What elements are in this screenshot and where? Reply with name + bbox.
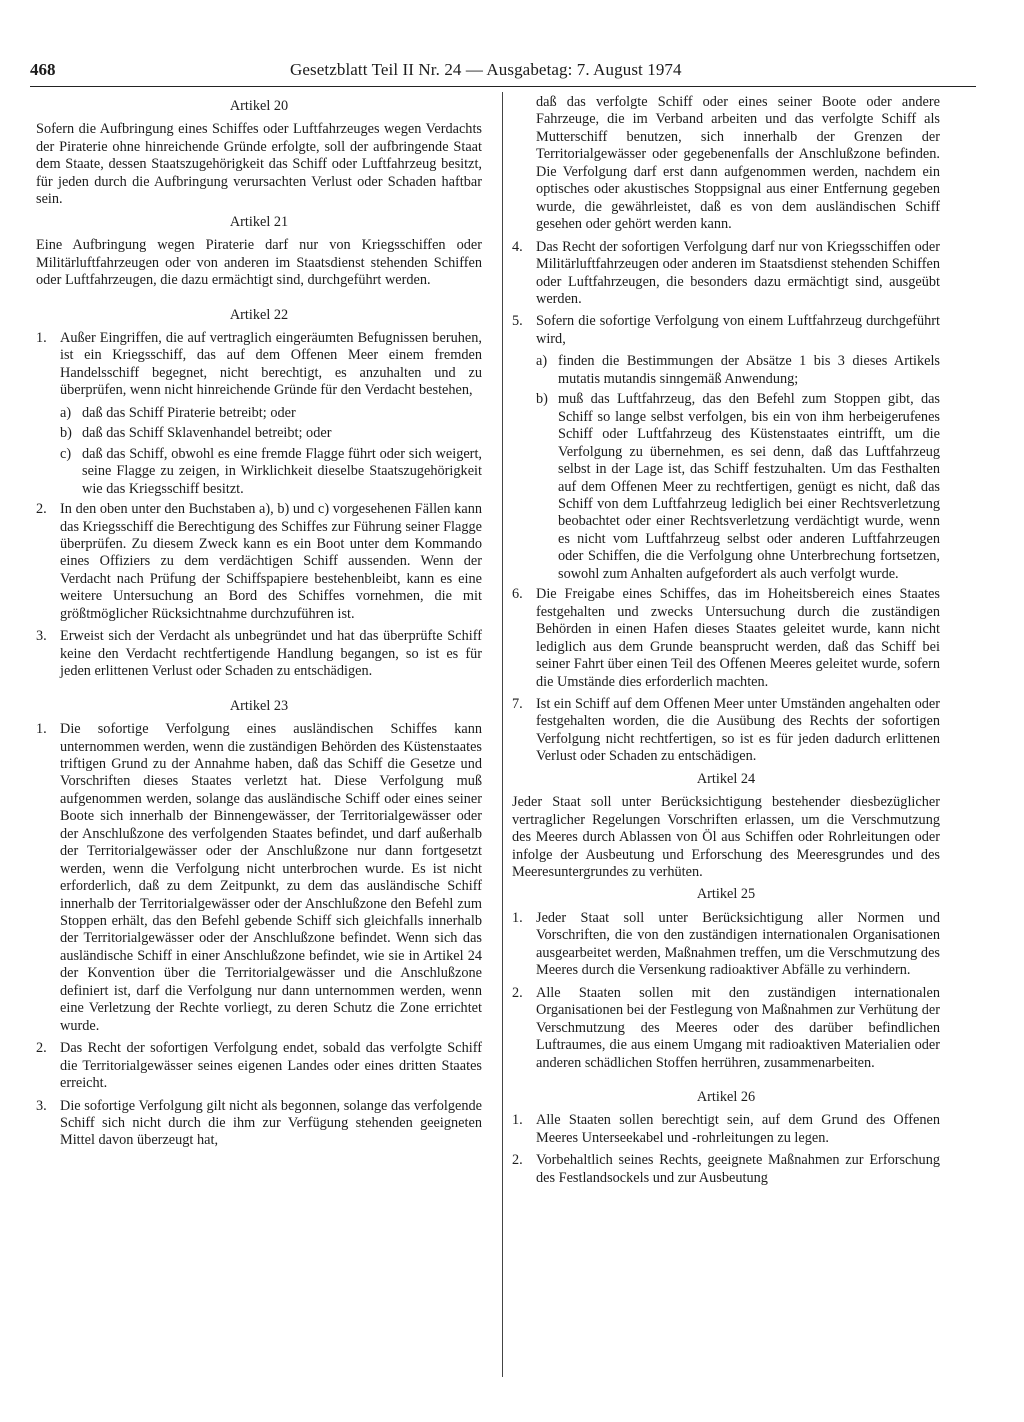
para-text: Die sofortige Verfolgung eines ausländischen Schiffes kann unternommen werden, wenn die zuständigen Behörden des Küstenstaates triftigen Grund zu der Annahme haben, daß das Schiff die Gesetze und Vorschriften dieses Staates verletzt hat. Diese Verfolgung muß aufgenommen werden, solange das ausländische Schiff oder eines seiner Boote sich innerhalb der Binnengewässer, der Territorialgewässer oder der Anschlußzone des verfolgenden Staates befindet, und darf außerhalb der Territorialgewässer oder der Anschlußzone nur dann fortgesetzt werden, wenn die Verfolgung nicht unterbrochen wurde. Es ist nicht erforderlich, daß zu dem Zeitpunkt, zu dem das ausländische Schiff innerhalb der Territorialgewässer oder der Anschlußzone den Befehl zum Stoppen erhält, das den Befehl gebende Schiff sich gleichfalls innerhalb der Territorialgewässer oder der Anschlußzone befindet. Wenn sich das ausländische Schiff in einer Anschlußzone befindet, wie sie in Artikel 24 der Konvention über die Territorialgewässer und die Anschlußzone definiert ist, darf die Verfolgung nur dann unternommen werden, wenn eine Verletzung der Rechte vorliegt, zu deren Schutz die Zone errichtet wurde. — [60, 721, 482, 1034]
para-number: 4. — [512, 238, 523, 255]
page-number: 468 — [30, 60, 56, 79]
para-text: Die sofortige Verfolgung gilt nicht als begonnen, solange das verfolgende Schiff sich nicht durch die ihm zur Verfügung stehenden geeigneten Mittel davon überzeugt hat, — [60, 1097, 482, 1149]
para-text: Sofern die sofortige Verfolgung von einem Luftfahrzeug durchgeführt wird, — [536, 313, 940, 347]
right-column — [512, 94, 940, 1192]
item-label: c) — [60, 445, 72, 462]
para-number: 2. — [36, 501, 47, 518]
para-text: Außer Eingriffen, die auf vertraglich eingeräumten Befugnissen beruhen, ist ein Kriegsschiff, das auf dem Offenen Meer einem fremden Handelsschiff begegnet, nicht berechtigt, es anzuhalten und zu überprüfen, wenn nicht hinreichende Gründe für den Verdacht bestehen, — [60, 329, 482, 399]
article-26-title: Artikel 26 — [696, 1089, 756, 1106]
article-22-item-b — [36, 425, 482, 442]
article-26-para-2 — [512, 1152, 940, 1187]
column-divider — [502, 92, 503, 1377]
article-22-para-3 — [36, 628, 482, 680]
left-column — [36, 94, 482, 1155]
article-22-item-c — [36, 446, 482, 498]
para-text: In den oben unter den Buchstaben a), b) und c) vorgesehenen Fällen kann das Kriegsschiff die Berechtigung des Schiffes zur Führung seiner Flagge überprüfen. Zu diesem Zweck kann es ein Boot unter dem Kommando eines Offiziers zu dem verdächtigen Schiff aussenden. Wenn der Verdacht nach Prüfung der Schiffspapiere bestehenbleibt, kann es eine weitere Untersuchung an Bord des Schiffes vornehmen, die mit größtmöglicher Rücksichtnahme durchzuführen ist. — [60, 501, 482, 622]
article-23-para-1 — [36, 721, 482, 1035]
para-number: 5. — [512, 313, 523, 330]
header-rule — [30, 86, 976, 87]
para-number: 1. — [36, 329, 47, 346]
article-22-para-2 — [36, 501, 482, 623]
para-number: 2. — [512, 984, 523, 1001]
article-24-text: Jeder Staat soll unter Berücksichtigung bestehender diesbezüglicher vertraglicher Regelungen Vorschriften erlassen, um die Verschmutzung des Meeres durch Ablassen von Öl aus Schiffen oder Rohrleitungen oder infolge der Ausbeutung und Erforschung des Meeresgrundes und des Meeresuntergrundes zu verhüten. — [512, 794, 940, 881]
article-20-text: Sofern die Aufbringung eines Schiffes oder Luftfahrzeuges wegen Verdachts der Piraterie ohne hinreichende Gründe erfolgte, soll der aufbringende Staat dem Staate, dessen Staatszugehörigkeit das Schiff oder Luftfahrzeug besitzt, für jeden durch die Aufbringung verursachten Verlust oder Schaden haftbar sein. — [36, 121, 482, 208]
para-number: 7. — [512, 695, 523, 712]
para-text: Vorbehaltlich seines Rechts, geeignete Maßnahmen zur Erforschung des Festlandsockels und zur Ausbeutung — [536, 1152, 940, 1186]
page-header — [30, 60, 976, 88]
para-text: Jeder Staat soll unter Berücksichtigung aller Normen und Vorschriften, die von den zuständigen internationalen Organisationen ausgearbeitet werden, Maßnahmen treffen, um die Verschmutzung des Meeres durch die Versenkung radioaktiver Abfälle zu verhindern. — [536, 909, 940, 979]
item-text: finden die Bestimmungen der Absätze 1 bis 3 dieses Artikels mutatis mutandis sinngemäß Anwendung; — [558, 353, 940, 387]
item-text: muß das Luftfahrzeug, das den Befehl zum Stoppen gibt, das Schiff so lange selbst verfolgen, bis ein von ihm herbeigerufenes Schiff oder Luftfahrzeug des Küstenstaates eintrifft, um die Verfolgung zu übernehmen, es sei denn, daß das Luftfahrzeug selbst in der Lage ist, das Schiff festzuhalten. Um das Festhalten auf dem Offenen Meer zu rechtfertigen, genügt es nicht, daß das Schiff von dem Luftfahrzeug lediglich bei einer Rechtsverletzung beobachtet oder einer Rechtsverletzung verdächtigt wurde, wenn es nicht vom Luftfahrzeug selbst oder anderen Luftfahrzeugen oder Schiffen, die die Verfolgung ohne Unterbrechung fortsetzen, sowohl zum Anhalten aufgefordert als auch verfolgt wurde. — [558, 391, 940, 582]
article-22-item-a — [36, 405, 482, 422]
article-25-para-1 — [512, 910, 940, 980]
article-25-para-2 — [512, 985, 940, 1072]
article-23-para-6 — [512, 586, 940, 691]
item-label: a) — [60, 404, 72, 421]
article-26-para-1 — [512, 1112, 940, 1147]
para-number: 6. — [512, 586, 523, 603]
item-text: daß das Schiff Piraterie betreibt; oder — [82, 404, 296, 421]
item-text: daß das Schiff Sklavenhandel betreibt; oder — [82, 425, 332, 442]
article-23-para-2 — [36, 1040, 482, 1092]
item-label: b) — [536, 391, 548, 408]
para-number: 2. — [36, 1040, 47, 1057]
para-number: 3. — [36, 1097, 47, 1114]
article-21-text: Eine Aufbringung wegen Piraterie darf nur von Kriegsschiffen oder Militärluftfahrzeugen oder von anderen im Staatsdienst stehenden Schiffen oder Luftfahrzeugen, die dazu ermächtigt sind, durchgeführt werden. — [36, 237, 482, 289]
article-23-para-7 — [512, 696, 940, 766]
para-number: 1. — [512, 1112, 523, 1129]
para-text: Das Recht der sofortigen Verfolgung darf nur von Kriegsschiffen oder Militärluftfahrzeugen oder anderen im Staatsdienst stehenden Schiffen oder Luftfahrzeugen, die besonders dazu ermächtigt sind, ausgeübt werden. — [536, 238, 940, 307]
item-text: daß das Schiff, obwohl es eine fremde Flagge führt oder sich weigert, seine Flagge zu zeigen, in Wirklichkeit dieselbe Staatszugehörigkeit wie das Kriegsschiff besitzt. — [82, 445, 482, 497]
article-23-item-a — [512, 353, 940, 388]
para-number: 1. — [36, 721, 47, 738]
item-label: a) — [536, 353, 548, 370]
article-25-title: Artikel 25 — [696, 886, 756, 903]
article-23-para-4 — [512, 239, 940, 309]
para-number: 1. — [512, 909, 523, 926]
para-text: Alle Staaten sollen berechtigt sein, auf dem Grund des Offenen Meeres Unterseekabel und -rohrleitungen zu legen. — [536, 1112, 940, 1146]
article-23-para-5 — [512, 313, 940, 348]
article-22-para-1 — [36, 330, 482, 400]
para-text: Die Freigabe eines Schiffes, das im Hoheitsbereich eines Staates festgehalten und zwecks Untersuchung durch die zuständigen Behörden in einen Hafen dieses Staates geleitet wurde, kann nicht lediglich aus dem Grunde beansprucht werden, daß das Schiff bei seiner Fahrt über einen Teil des Offenen Meeres geleitet wurde, sofern die Umstände dies erforderlich machten. — [536, 586, 940, 690]
item-label: b) — [60, 425, 72, 442]
para-text: Ist ein Schiff auf dem Offenen Meer unter Umständen angehalten oder festgehalten worden, die die Ausübung des Rechts der sofortigen Verfolgung nicht rechtfertigen, so ist es für jeden dadurch erlittenen Verlust oder Schaden zu entschädigen. — [536, 695, 940, 765]
header-title: Gesetzblatt Teil II Nr. 24 — Ausgabetag: 7. August 1974 — [290, 60, 682, 79]
para-number: 2. — [512, 1152, 523, 1169]
article-21-title: Artikel 21 — [229, 213, 289, 230]
article-22-title: Artikel 22 — [229, 306, 289, 323]
para-text: Alle Staaten sollen mit den zuständigen internationalen Organisationen bei der Festlegung von Maßnahmen zur Verhütung der Verschmutzung des Meeres oder des darüber befindlichen Luftraumes, die aus einem Umgang mit radioaktiven Materialien oder anderen schädlichen Stoffen herrühren, zusammenarbeiten. — [536, 984, 940, 1071]
article-24-title: Artikel 24 — [696, 770, 756, 787]
article-20-title: Artikel 20 — [229, 98, 289, 114]
article-23-para-3 — [36, 1098, 482, 1150]
para-text: Das Recht der sofortigen Verfolgung endet, sobald das verfolgte Schiff die Territorialgewässer seines eigenen Landes oder eines dritten Staates erreicht. — [60, 1040, 482, 1092]
article-23-title: Artikel 23 — [229, 697, 289, 714]
para-number: 3. — [36, 628, 47, 645]
article-23-para-3-continued: daß das verfolgte Schiff oder eines seiner Boote oder andere Fahrzeuge, die im Verband arbeiten und das verfolgte Schiff als Mutterschiff benutzen, sich innerhalb der Grenzen der Territorialgewässer oder gegebenenfalls der Anschlußzone befinden. Die Verfolgung darf erst dann aufgenommen werden, nachdem ein optisches oder akustisches Stoppsignal aus einer Entfernung gegeben wurde, die gewährleistet, daß es von dem ausländischen Schiff gesehen oder gehört werden kann. — [536, 94, 940, 233]
para-text: Erweist sich der Verdacht als unbegründet und hat das überprüfte Schiff keine den Verdacht rechtfertigende Handlung begangen, so ist es für jeden erlittenen Verlust oder Schaden zu entschädigen. — [60, 628, 482, 680]
article-23-item-b — [512, 391, 940, 583]
